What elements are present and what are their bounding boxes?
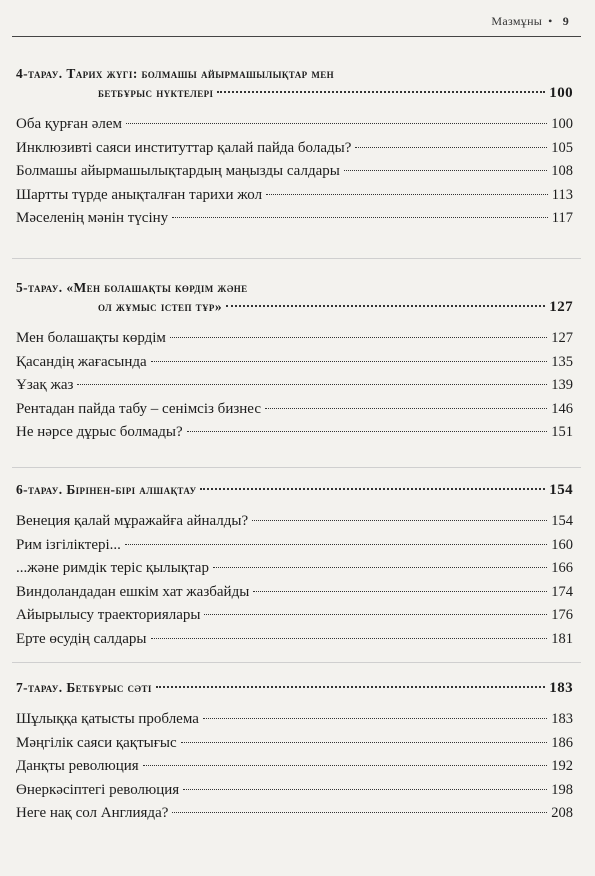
entry-page: 135 (551, 353, 573, 370)
entry-page: 176 (551, 607, 573, 623)
running-head-separator: • (548, 14, 553, 28)
chapter-4 (16, 64, 573, 231)
entry-page: 192 (551, 758, 573, 774)
entry-page: 208 (551, 805, 573, 821)
chapter-title-line1: Бірінен-бірі алшақтау (66, 482, 197, 497)
entry-title: Рим ізгіліктері... (16, 536, 121, 553)
entry-title: Инклюзивті саяси институттар қалай пайда болады? (16, 139, 352, 156)
toc-entry[interactable] (16, 113, 573, 137)
entry-page: 108 (551, 163, 573, 179)
entry-title: Рентадан пайда табу – сенімсіз бизнес (16, 400, 261, 417)
entry-title: Ерте өсудің салдары (16, 630, 147, 647)
toc-entry[interactable] (16, 779, 573, 803)
dot-leader (125, 544, 547, 545)
toc-entry[interactable] (16, 510, 573, 534)
chapter-title-line1: «Мен болашақты көрдім және (66, 280, 248, 295)
toc-entry[interactable] (16, 557, 573, 581)
chapter-title-line2: бетбұрыс нүктелері (98, 85, 214, 100)
dot-leader (344, 170, 547, 171)
entry-page: 160 (551, 536, 573, 553)
entry-title: Не нәрсе дұрыс болмады? (16, 424, 183, 440)
dot-leader (265, 408, 547, 409)
chapter-7 (16, 678, 573, 826)
dot-leader (200, 488, 545, 490)
dot-leader (151, 361, 548, 362)
toc-entry[interactable] (16, 708, 573, 732)
chapter-heading-line1 (16, 278, 573, 297)
chapter-heading-line1 (16, 480, 573, 500)
section-divider (12, 258, 581, 259)
toc-entry[interactable] (16, 755, 573, 779)
running-head-title: Мазмұны (491, 14, 543, 28)
entry-page: 174 (551, 583, 573, 600)
toc-entry[interactable] (16, 628, 573, 652)
entry-title: Мен болашақты көрдім (16, 330, 166, 346)
entry-page: 186 (551, 734, 573, 751)
entry-title: Өнеркәсіптегі революция (16, 781, 180, 798)
dot-leader (170, 337, 547, 338)
dot-leader (156, 686, 546, 688)
dot-leader (172, 812, 547, 813)
section-divider (12, 467, 581, 468)
entry-list (16, 510, 573, 651)
entry-page: 117 (551, 210, 573, 226)
page-number: 9 (562, 14, 569, 28)
chapter-heading-line1 (16, 678, 573, 698)
toc-entry[interactable] (16, 421, 573, 445)
chapter-title-line1: Тарих жүгі: болмашы айырмашылықтар мен (66, 66, 335, 81)
dot-leader (143, 765, 548, 766)
entry-page: 113 (551, 186, 573, 203)
entry-list (16, 327, 573, 445)
dot-leader (181, 742, 548, 743)
dot-leader (217, 91, 545, 93)
entry-title: Айырылысу траекториялары (16, 607, 201, 623)
entry-title: Неге нақ сол Англияда? (16, 805, 169, 821)
dot-leader (253, 591, 547, 592)
toc-entry[interactable] (16, 351, 573, 375)
entry-title: Виндоландадан ешкім хат жазбайды (16, 583, 250, 600)
dot-leader (203, 718, 547, 719)
chapter-number: 5-тарау. (16, 280, 63, 295)
entry-title: Венеция қалай мұражайға айналды? (16, 513, 249, 529)
entry-page: 139 (551, 377, 573, 393)
entry-title: Шұлыққа қатысты проблема (16, 711, 199, 727)
dot-leader (252, 520, 547, 521)
toc-entry[interactable] (16, 604, 573, 628)
toc-entry[interactable] (16, 160, 573, 184)
running-head (491, 14, 569, 29)
chapter-page: 183 (549, 680, 573, 696)
dot-leader (355, 147, 547, 148)
toc-entry[interactable] (16, 374, 573, 398)
chapter-number: 7-тарау. (16, 680, 63, 695)
entry-list (16, 708, 573, 826)
chapter-6 (16, 480, 573, 651)
dot-leader (266, 194, 548, 195)
dot-leader (151, 638, 548, 639)
entry-title: ...және римдік теріс қылықтар (16, 560, 209, 576)
dot-leader (172, 217, 548, 218)
dot-leader (126, 123, 547, 124)
chapter-page: 154 (549, 482, 573, 498)
dot-leader (204, 614, 547, 615)
entry-page: 100 (551, 116, 573, 132)
toc-entry[interactable] (16, 207, 573, 231)
chapter-title-line1: Бетбұрыс сәті (66, 680, 152, 695)
entry-title: Данқты революция (16, 758, 139, 774)
chapter-page: 127 (549, 299, 573, 315)
entry-page: 127 (551, 330, 573, 346)
entry-page: 154 (551, 513, 573, 529)
entry-title: Мәселенің мәнін түсіну (16, 210, 169, 226)
toc-entry[interactable] (16, 184, 573, 208)
dot-leader (183, 789, 547, 790)
toc-entry[interactable] (16, 534, 573, 558)
entry-title: Болмашы айырмашылықтардың маңызды салдары (16, 163, 340, 179)
dot-leader (213, 567, 547, 568)
chapter-title-line2: ол жұмыс істеп тұр» (98, 299, 222, 314)
chapter-heading-line1 (16, 64, 573, 83)
chapter-heading-line2 (16, 297, 573, 317)
entry-page: 181 (551, 630, 573, 647)
entry-page: 151 (551, 424, 573, 440)
entry-title: Шартты түрде анықталған тарихи жол (16, 186, 263, 203)
dot-leader (77, 384, 547, 385)
dot-leader (187, 431, 548, 432)
chapter-heading-line2 (16, 83, 573, 103)
chapter-page: 100 (549, 85, 573, 101)
entry-title: Оба қурған әлем (16, 116, 123, 132)
entry-page: 105 (551, 139, 573, 156)
entry-page: 198 (551, 781, 573, 798)
entry-title: Мәңгілік саяси қақтығыс (16, 734, 177, 751)
chapter-number: 4-тарау. (16, 66, 63, 81)
entry-page: 183 (551, 711, 573, 727)
section-divider (12, 662, 581, 663)
entry-title: Ұзақ жаз (16, 377, 74, 393)
entry-list (16, 113, 573, 231)
toc-entry[interactable] (16, 732, 573, 756)
chapter-number: 6-тарау. (16, 482, 63, 497)
toc-entry[interactable] (16, 137, 573, 161)
entry-page: 166 (551, 560, 573, 576)
dot-leader (226, 305, 545, 307)
header-rule (12, 36, 581, 37)
toc-entry[interactable] (16, 398, 573, 422)
entry-page: 146 (551, 400, 573, 417)
toc-entry[interactable] (16, 327, 573, 351)
entry-title: Қасандің жағасында (16, 353, 147, 370)
chapter-5 (16, 278, 573, 445)
toc-entry[interactable] (16, 802, 573, 826)
toc-entry[interactable] (16, 581, 573, 605)
